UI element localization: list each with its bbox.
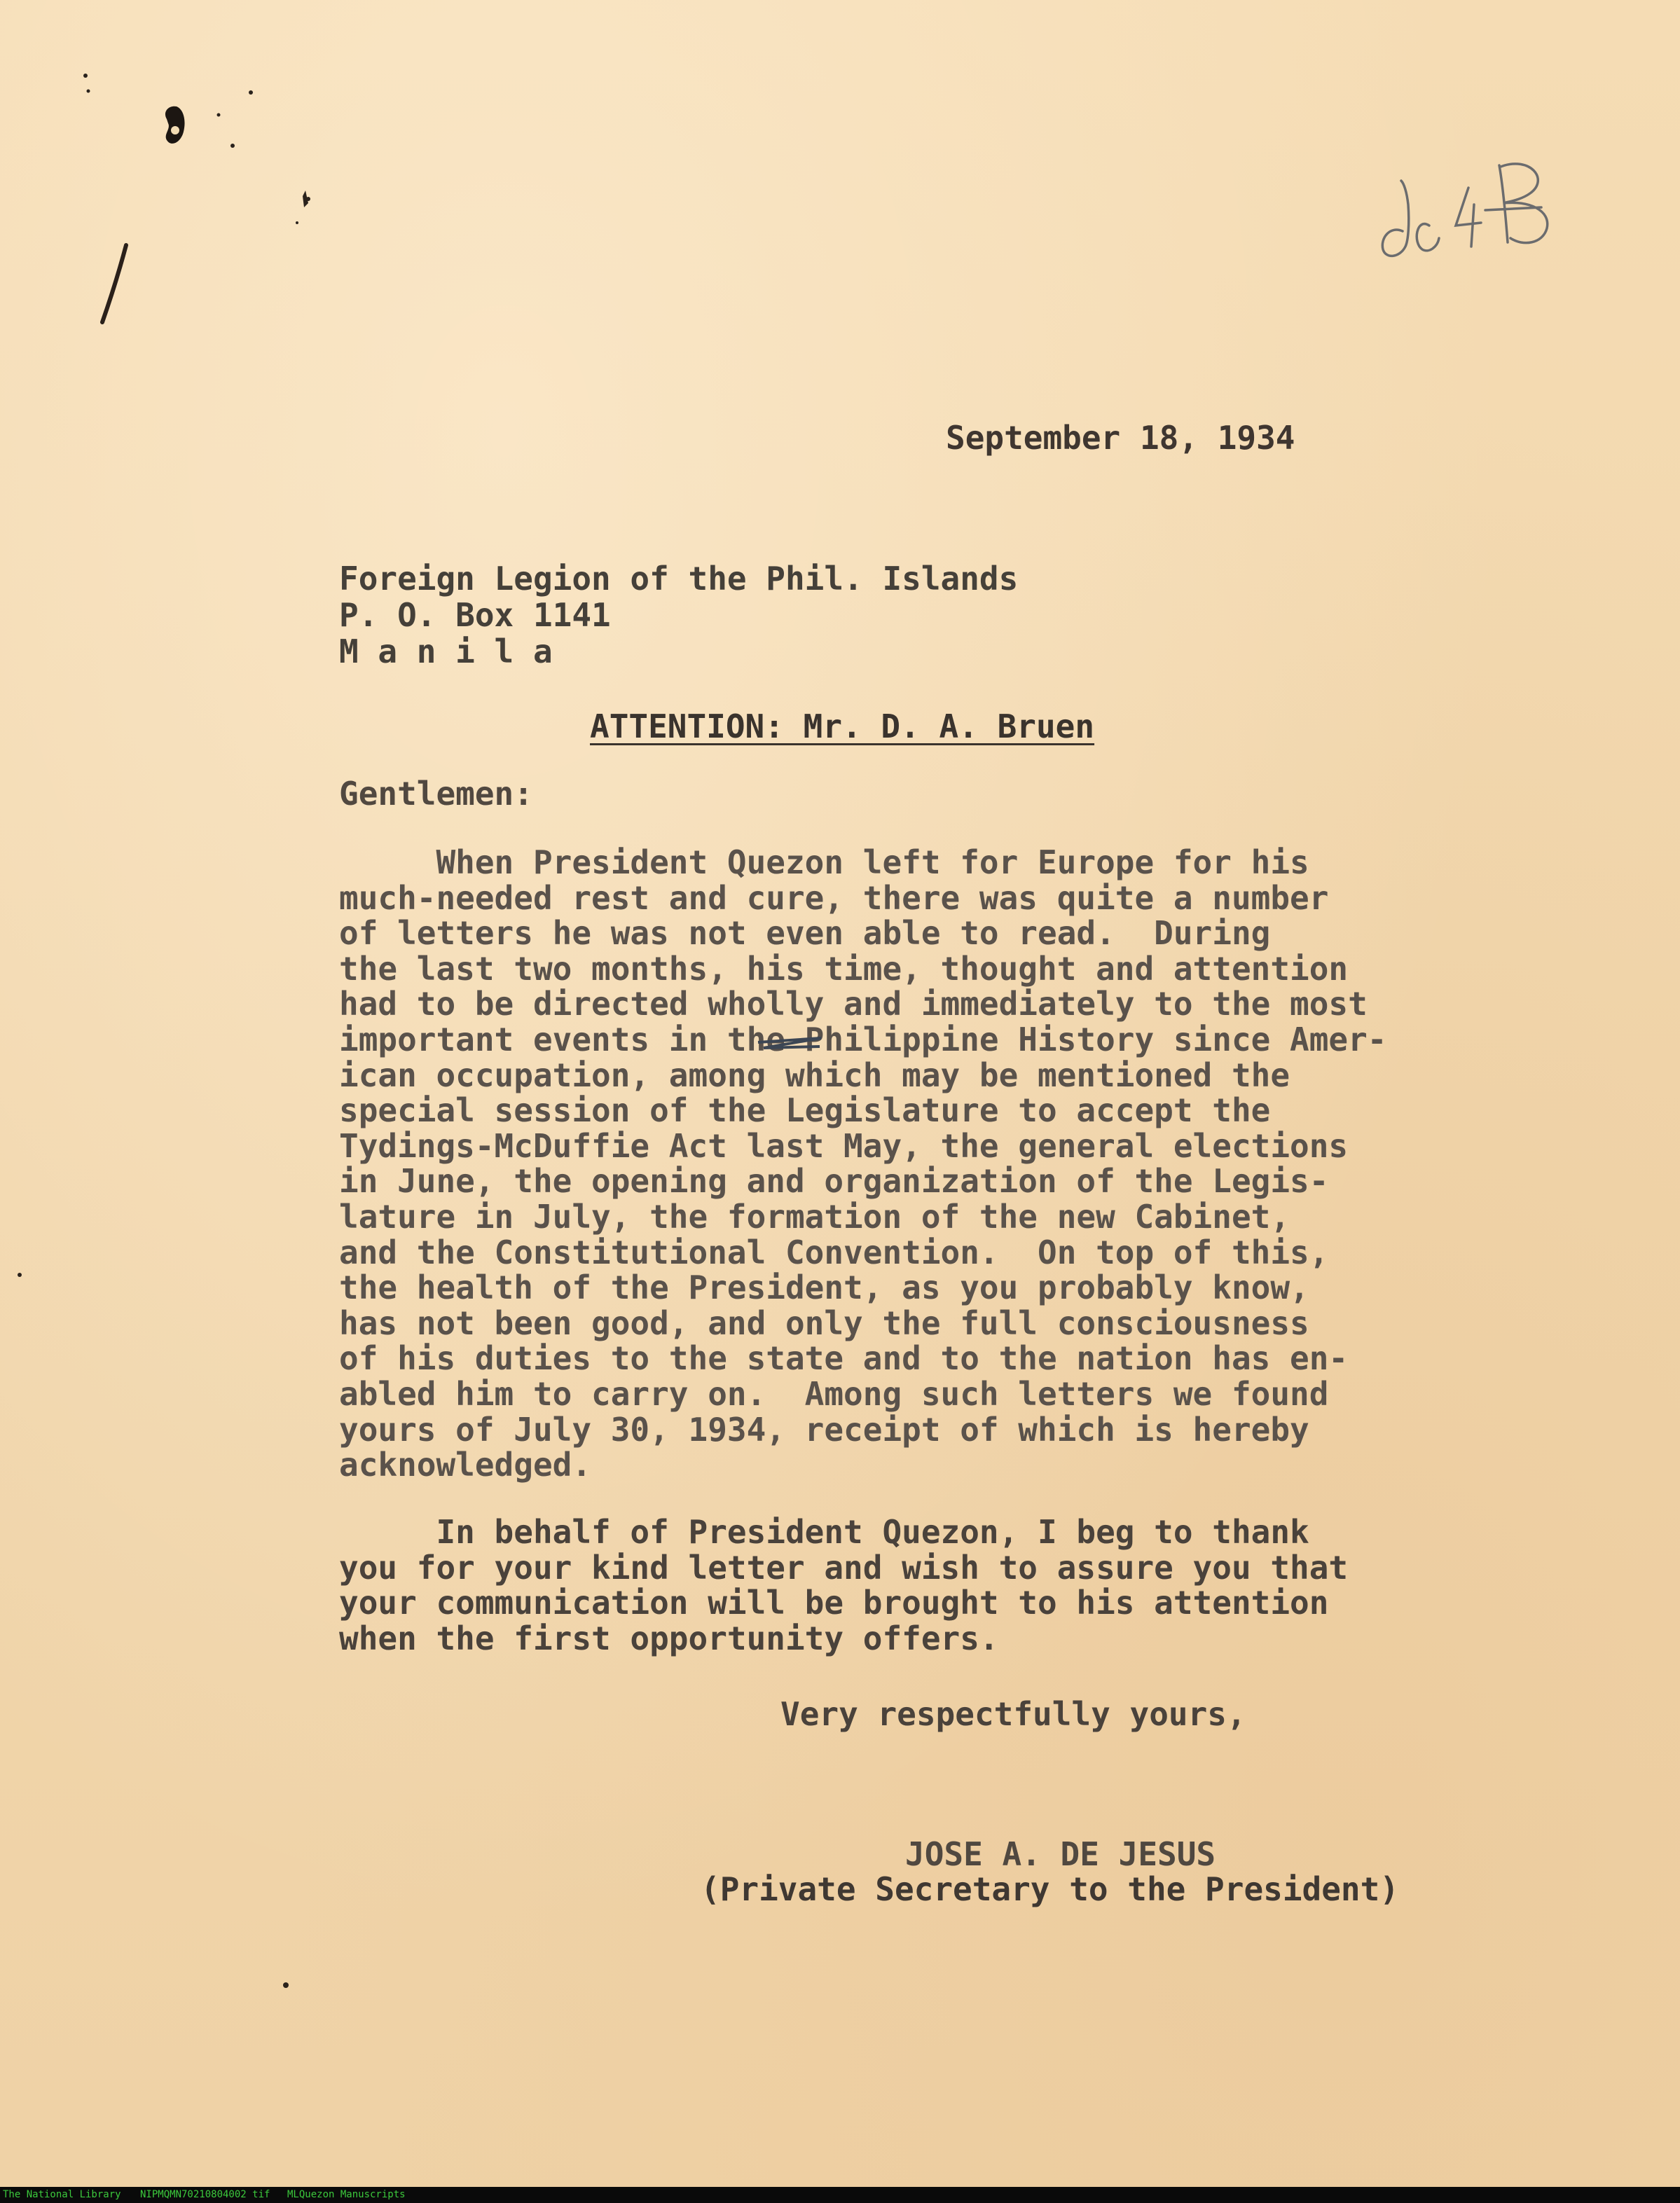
recipient-address — [339, 560, 1018, 670]
attention-line: ATTENTION: Mr. D. A. Bruen — [590, 707, 1095, 745]
signature-name: JOSE A. DE JESUS — [905, 1835, 1216, 1873]
letter-date: September 18, 1934 — [946, 419, 1295, 457]
body-line: ican occupation, among which may be mentioned the — [339, 1056, 1290, 1094]
body-line: abled him to carry on. Among such letters we found — [339, 1374, 1329, 1413]
body-line: you for your kind letter and wish to assure you that — [339, 1548, 1349, 1587]
body-paragraph-2 — [339, 1514, 1348, 1656]
body-line: your communication will be brought to his attention — [339, 1584, 1329, 1622]
footer-collection: MLQuezon Manuscripts — [287, 2189, 406, 2200]
footer-filename: NIPMQMN70210804002 tif — [140, 2189, 270, 2200]
body-line: In behalf of President Quezon, I beg to thank — [339, 1513, 1309, 1551]
ink-blot-icon — [165, 106, 185, 144]
body-line: yours of July 30, 1934, receipt of which is hereby — [339, 1410, 1309, 1449]
body-paragraph-1 — [339, 845, 1387, 1483]
body-line: the health of the President, as you probably know, — [339, 1269, 1309, 1307]
archive-footer-bar — [0, 2187, 1680, 2203]
body-line: and the Constitutional Convention. On top of this, — [339, 1233, 1329, 1271]
body-line: Tydings-McDuffie Act last May, the general elections — [339, 1126, 1349, 1165]
body-line: had to be directed wholly and immediately to the most — [339, 985, 1368, 1023]
body-line: has not been good, and only the full consciousness — [339, 1304, 1309, 1342]
complimentary-close: Very respectfully yours, — [780, 1695, 1246, 1733]
address-line: M a n i l a — [339, 633, 553, 670]
address-line: P. O. Box 1141 — [339, 596, 611, 634]
body-line: when the first opportunity offers. — [339, 1619, 999, 1657]
body-line: important events in the Philippine History since Amer- — [339, 1020, 1387, 1058]
footer-institution: The National Library — [3, 2189, 121, 2200]
signature-title: (Private Secretary to the President) — [701, 1870, 1399, 1908]
body-line: the last two months, his time, thought and attention — [339, 949, 1349, 988]
body-line: in June, the opening and organization of the Legis- — [339, 1162, 1329, 1201]
body-line: of his duties to the state and to the nation has en- — [339, 1339, 1349, 1378]
body-line: of letters he was not even able to read. During — [339, 914, 1271, 953]
body-line: When President Quezon left for Europe for his — [339, 843, 1309, 881]
address-line: Foreign Legion of the Phil. Islands — [339, 560, 1019, 598]
paper-specks — [18, 74, 310, 1988]
ink-stroke-mark — [102, 245, 126, 322]
body-line: special session of the Legislature to accept the — [339, 1091, 1271, 1130]
body-line: acknowledged. — [339, 1446, 592, 1484]
body-line: lature in July, the formation of the new Cabinet, — [339, 1197, 1290, 1236]
salutation: Gentlemen: — [339, 775, 533, 813]
body-line: much-needed rest and cure, there was quite a number — [339, 878, 1329, 917]
handwritten-note-icon — [1382, 164, 1547, 256]
